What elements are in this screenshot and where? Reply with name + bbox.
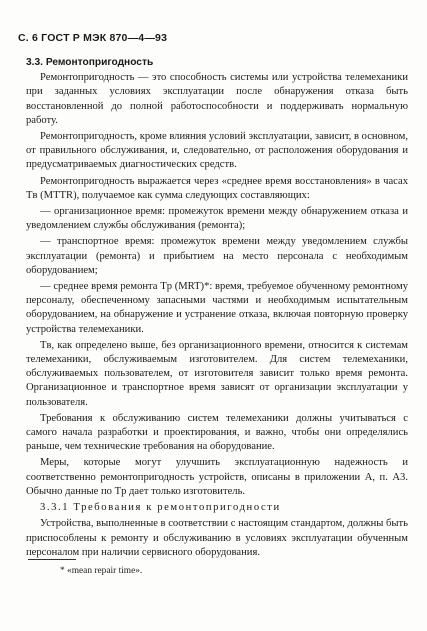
subsection-title: 3.3.1 Требования к ремонтопригодности	[40, 502, 281, 514]
section-title: 3.3. Ремонтопригодность	[26, 57, 154, 68]
paragraph: Ремонтопригодность — это способность системы или устройства телемеханики при заданных условиях эксплуатации после обнаружения отказа быть восстановленной до полной работоспособности и поддерживать нормальную работу.	[26, 72, 408, 126]
paragraph: Устройства, выполненные в соответствии с настоящим стандартом, должны быть приспособлены к ремонту и обслуживанию в условиях эксплуатации обученным персоналом при наличии сервисного оборудования.	[26, 518, 408, 558]
paragraph: Ремонтопригодность, кроме влияния условий эксплуатации, зависит, в основном, от правильного обслуживания, и, следовательно, от расположения оборудования и предусматриваемых диагностических средств.	[26, 131, 408, 171]
paragraph: Tв, как определено выше, без организационного времени, относится к системам телемеханики, обслуживаемым изготовителем. Для систем телемеханики, обслуживаемых пользователем, от изготовителя зависит только время ремонта. Организационное и транспортное время зависят от организации эксплуатации у пользователя.	[26, 339, 408, 408]
footnote-divider	[28, 559, 76, 560]
list-item: — среднее время ремонта Tр (MRT)*: время, требуемое обученному ремонтному персоналу, обеспеченному запасными частями и необходимым испытательным оборудованием, на обнаружение и устранение отказа, включая повторную проверку устройства телемеханики.	[26, 281, 408, 335]
list-item: — организационное время: промежуток времени между обнаружением отказа и уведомлением службы обслуживания (ремонта);	[26, 206, 408, 232]
page-body	[26, 56, 408, 562]
paragraph: Ремонтопригодность выражается через «среднее время восстановления» в часах Tв (MTTR), получаемое как сумма следующих составляющих:	[26, 175, 408, 201]
paragraph: Меры, которые могут улучшить эксплуатационную надежность и соответственно ремонтопригодность устройств, описаны в приложении А, п. А3. Обычно данные по Tр дает только изготовитель.	[26, 457, 408, 497]
footnote: * «mean repair time».	[60, 566, 143, 576]
list-item: — транспортное время: промежуток времени между уведомлением службы эксплуатации (ремонта) и прибытием на место персонала с необходимым оборудованием;	[26, 236, 408, 276]
page-header: С. 6 ГОСТ Р МЭК 870—4—93	[18, 32, 168, 44]
paragraph: Требования к обслуживанию систем телемеханики должны учитываться с самого начала разработки и проектирования, и важно, чтобы они определялись раньше, чем технические требования на оборудование.	[26, 412, 408, 453]
